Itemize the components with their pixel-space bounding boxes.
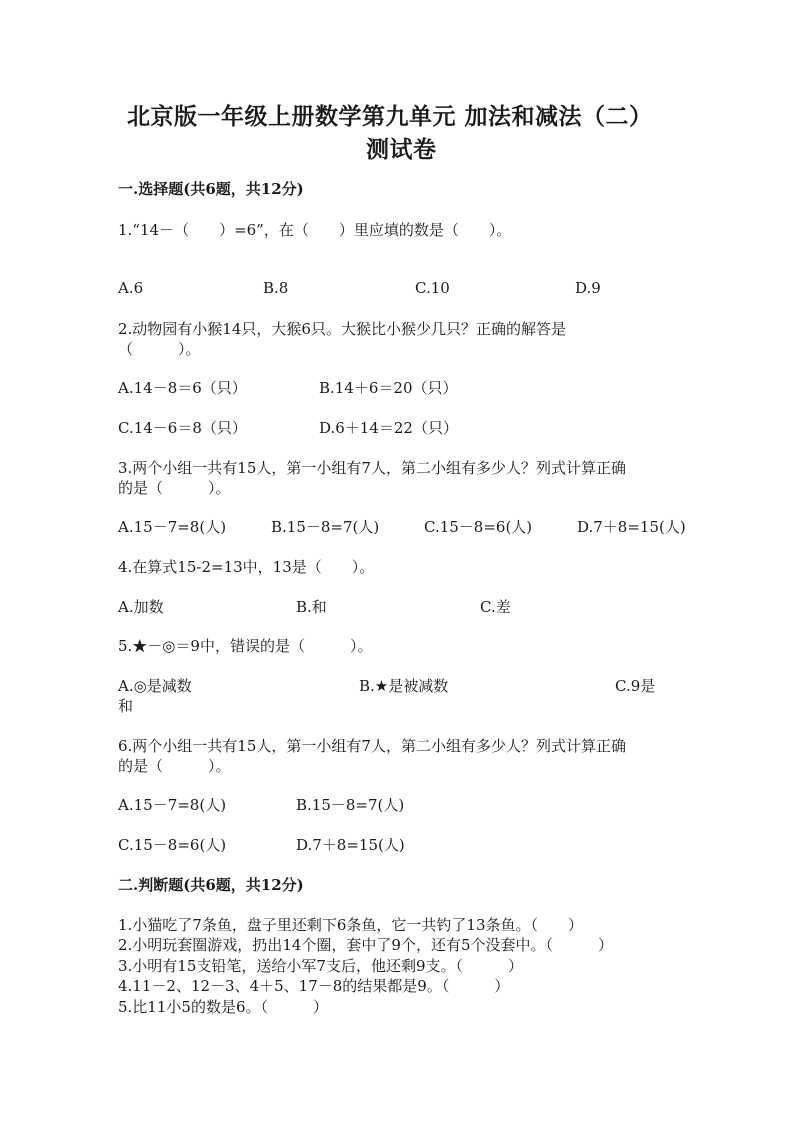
question-1: 1.“14－（ ）=6”，在（ ）里应填的数是（ ）。	[118, 221, 512, 239]
q3-option-a: A.15－7=8(人)	[118, 518, 227, 536]
q2-option-b: B.14＋6＝20（只）	[319, 379, 458, 397]
q6-option-d: D.7＋8=15(人)	[296, 836, 405, 854]
judgment-item-1: 1.小猫吃了7条鱼，盘子里还剩下6条鱼，它一共钓了13条鱼。（ ）	[118, 916, 583, 934]
question-4: 4.在算式15-2=13中，13是（ ）。	[118, 558, 375, 576]
q4-option-b: B.和	[296, 598, 327, 616]
q4-option-a: A.加数	[118, 598, 164, 616]
q2-option-d: D.6＋14＝22（只）	[319, 419, 458, 437]
section-heading-judgment: 二.判断题(共6题，共12分)	[118, 876, 304, 894]
section-heading-choice: 一.选择题(共6题，共12分)	[118, 180, 304, 198]
question-3-line1: 3.两个小组一共有15人，第一小组有7人，第二小组有多少人？列式计算正确	[118, 459, 626, 477]
q2-option-a: A.14－8＝6（只）	[118, 379, 247, 397]
q1-option-b: B.8	[263, 279, 289, 297]
q6-option-b: B.15－8=7(人)	[296, 796, 405, 814]
q6-option-a: A.15－7=8(人)	[118, 796, 227, 814]
judgment-item-5: 5.比11小5的数是6。（ ）	[118, 998, 328, 1016]
judgment-item-3: 3.小明有15支铅笔，送给小军7支后，他还剩9支。（ ）	[118, 957, 523, 975]
q1-option-c: C.10	[415, 279, 450, 297]
q2-option-c: C.14－6＝8（只）	[118, 419, 247, 437]
page-title-line1: 北京版一年级上册数学第九单元 加法和减法（二）	[127, 103, 653, 130]
q4-option-c: C.差	[480, 598, 511, 616]
question-6-line1: 6.两个小组一共有15人，第一小组有7人，第二小组有多少人？列式计算正确	[118, 737, 626, 755]
page-title-line2: 测试卷	[366, 136, 437, 163]
judgment-item-4: 4.11－2、12－3、4＋5、17－8的结果都是9。（ ）	[118, 977, 510, 995]
question-2-line1: 2.动物园有小猴14只，大猴6只。大猴比小猴少几只？正确的解答是	[118, 320, 566, 338]
question-2-line2: （ ）。	[118, 340, 201, 358]
q5-option-b: B.★是被减数	[359, 677, 449, 695]
q5-option-c: C.9是	[615, 677, 656, 695]
q5-option-c-wrap: 和	[118, 697, 134, 715]
question-3-line2: 的是（ ）。	[118, 479, 231, 497]
q3-option-c: C.15－8=6(人)	[424, 518, 533, 536]
q5-option-a: A.◎是减数	[118, 677, 192, 695]
q6-option-c: C.15－8=6(人)	[118, 836, 227, 854]
question-5: 5.★－◎＝9中，错误的是（ ）。	[118, 637, 373, 655]
q3-option-b: B.15－8=7(人)	[271, 518, 380, 536]
question-6-line2: 的是（ ）。	[118, 757, 231, 775]
q3-option-d: D.7＋8=15(人)	[577, 518, 686, 536]
q1-option-d: D.9	[575, 279, 601, 297]
judgment-item-2: 2.小明玩套圈游戏，扔出14个圈，套中了9个，还有5个没套中。（ ）	[118, 936, 613, 954]
q1-option-a: A.6	[118, 279, 144, 297]
